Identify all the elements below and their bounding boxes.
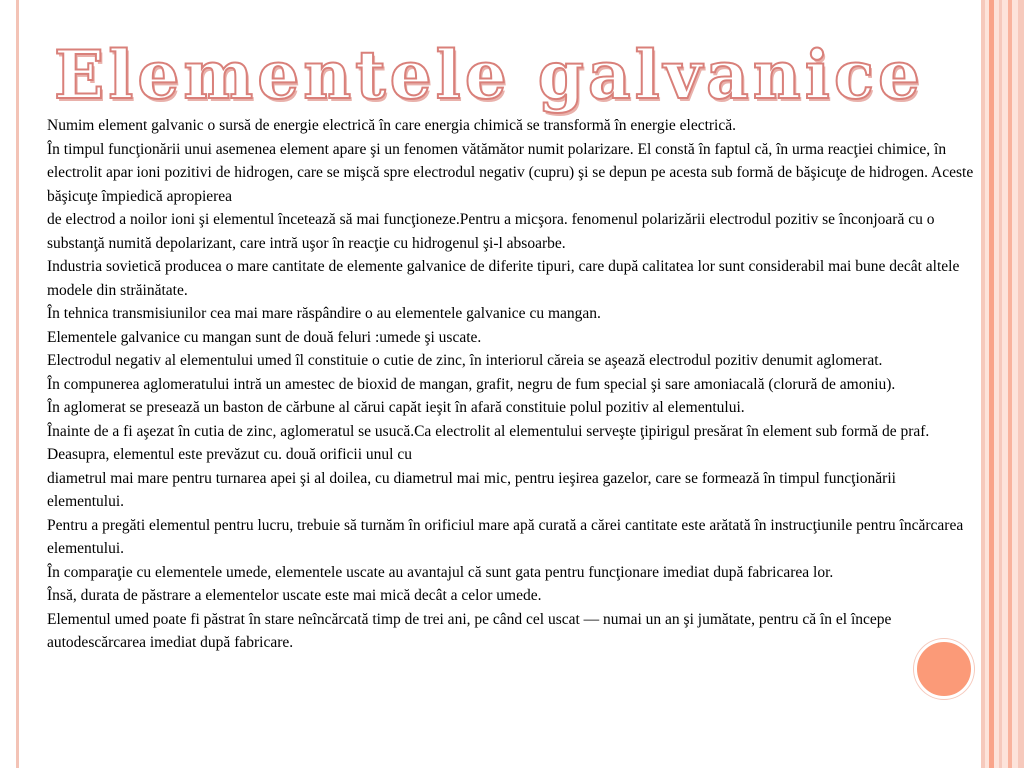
paragraph: În compunerea aglomeratului intră un amestec de bioxid de mangan, grafit, negru de fum special şi sare amoniacală (clorură de amoniu). bbox=[47, 375, 896, 393]
left-border-line bbox=[16, 0, 19, 768]
paragraph: Industria sovietică producea o mare cantitate de elemente galvanice de diferite tipuri, care după calitatea lor sunt considerabil mai bune decât altele modele din străinătate. bbox=[47, 258, 960, 299]
paragraph: Pentru a pregăti elementul pentru lucru, trebuie să turnăm în orificiul mare apă curată a cărei cantitate este arătată în instrucţiunile pentru încărcarea elementului. bbox=[47, 516, 964, 557]
paragraph: În aglomerat se presează un baston de cărbune al cărui capăt ieşit în afară constituie polul pozitiv al elementului. bbox=[47, 399, 745, 416]
decorative-circle bbox=[914, 639, 974, 699]
paragraph: Înainte de a fi aşezat în cutia de zinc, aglomeratul se usucă.Ca electrolit al elementului serveşte ţipirigul presărat în element sub formă de praf. Deasupra, elementul este prevăzut cu. două orificii unul cu bbox=[47, 422, 930, 463]
paragraph: Electrodul negativ al elementului umed îl constituie o cutie de zinc, în interiorul căreia se aşează electrodul pozitiv denumit aglomerat. bbox=[47, 352, 883, 369]
slide-body bbox=[47, 114, 975, 655]
right-decorative-stripes bbox=[972, 0, 1024, 768]
paragraph: Elementele galvanice cu mangan sunt de două feluri :umede şi uscate. bbox=[47, 328, 482, 346]
paragraph: În tehnica transmisiunilor cea mai mare răspândire o au elementele galvanice cu mangan. bbox=[47, 305, 601, 322]
paragraph: de electrod a noilor ioni şi elementul încetează să mai funcţioneze.Pentru a micşora. fenomenul polarizării electrodul pozitiv se înconjoară cu o substanţă numită depolarizant, care intră uşor în reacţie cu hidrogenul şi-l absoarbe. bbox=[47, 211, 935, 252]
slide-title: Elementele galvanice bbox=[54, 36, 925, 114]
paragraph: Elementul umed poate fi păstrat în stare neîncărcată timp de trei ani, pe când cel uscat — numai un an şi jumătate, pentru că în el începe autodescărcarea imediat după fabricare. bbox=[47, 610, 892, 651]
paragraph: În comparaţie cu elementele umede, elementele uscate au avantajul că sunt gata pentru funcţionare imediat după fabricarea lor. bbox=[47, 563, 834, 581]
paragraph: diametrul mai mare pentru turnarea apei şi al doilea, cu diametrul mai mic, pentru ieşirea gazelor, care se formează în timpul funcţionării elementului. bbox=[47, 469, 896, 510]
paragraph: Însă, durata de păstrare a elementelor uscate este mai mică decât a celor umede. bbox=[47, 587, 542, 604]
paragraph: Numim element galvanic o sursă de energie electrică în care energia chimică se transformă în energie electrică. bbox=[47, 117, 736, 134]
paragraph: În timpul funcţionării unui asemenea element apare şi un fenomen vătămător numit polarizare. El constă în faptul că, în urma reacţiei chimice, în electrolit apar ioni pozitivi de hidrogen, care se mişcă spre electrodul negativ (cupru) şi se depun pe acesta sub formă de băşicuţe de hidrogen. Aceste băşicuţe împiedică apropierea bbox=[47, 140, 974, 205]
